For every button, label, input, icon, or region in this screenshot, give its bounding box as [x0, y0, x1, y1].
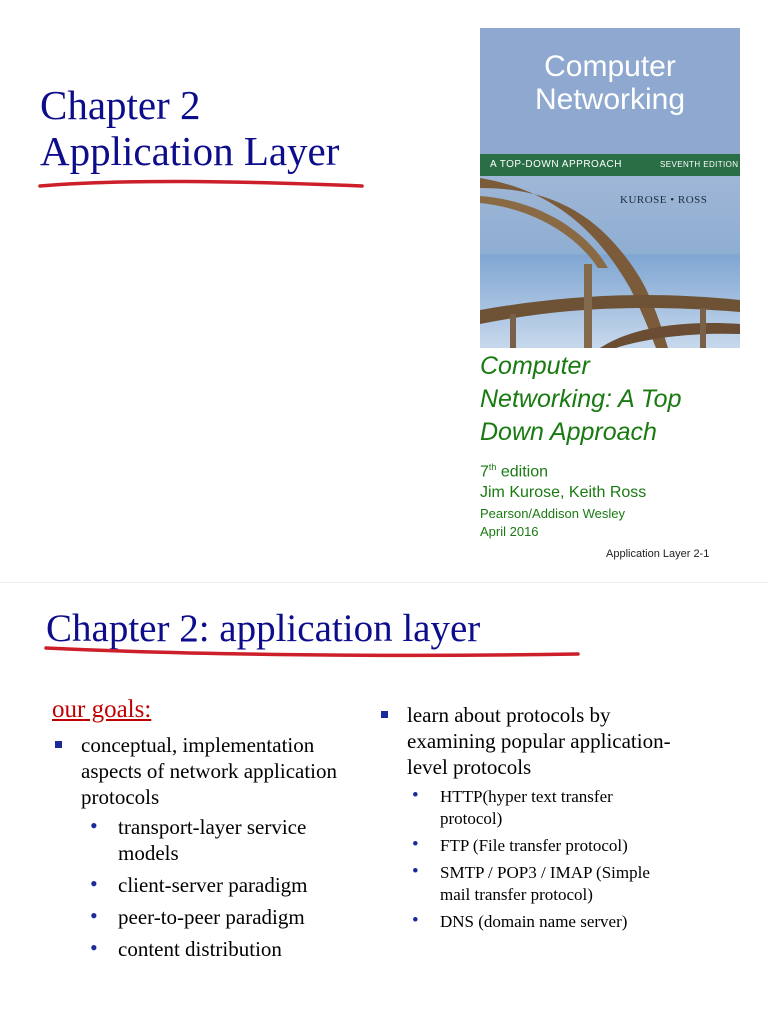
right-sub-item — [412, 911, 678, 933]
slide1-title — [40, 82, 339, 174]
slide2-title: Chapter 2: application layer — [46, 607, 481, 650]
right-sub-item — [412, 862, 678, 906]
book-title-line1: Computer — [480, 352, 590, 380]
left-column — [52, 732, 342, 968]
cover-subtitle: A TOP-DOWN APPROACH — [490, 159, 622, 170]
left-sub-text: client-server paradigm — [118, 873, 308, 897]
goals-heading: our goals: — [52, 696, 152, 723]
slide2-title-underline — [42, 642, 582, 664]
book-title — [480, 350, 750, 449]
right-sub-text: SMTP / POP3 / IMAP (Simple mail transfer protocol) — [440, 863, 650, 904]
left-sub-text: transport-layer service models — [118, 815, 307, 865]
right-bullet-text: learn about protocols by examining popular application-level protocols — [407, 703, 671, 779]
left-sub-item — [90, 904, 342, 930]
slide-number: Application Layer 2-1 — [606, 548, 710, 560]
right-bullet — [378, 702, 678, 780]
left-sub-text: peer-to-peer paradigm — [118, 905, 305, 929]
right-sub-text: DNS (domain name server) — [440, 912, 628, 931]
right-sub-text: FTP (File transfer protocol) — [440, 836, 628, 855]
cover-edition: SEVENTH EDITION — [660, 160, 739, 169]
edition — [480, 462, 548, 481]
left-sub-item — [90, 814, 342, 866]
left-sub-item — [90, 936, 342, 962]
left-bullet — [52, 732, 342, 810]
cover-title-line1: Computer — [544, 50, 676, 83]
edition-word: edition — [496, 463, 549, 481]
right-sub-item — [412, 835, 678, 857]
cover-title-line2: Networking — [534, 83, 686, 116]
right-sub-text: HTTP(hyper text transfer protocol) — [440, 787, 613, 828]
publisher: Pearson/Addison Wesley — [480, 506, 626, 521]
right-column — [378, 702, 678, 938]
slide1-title-line2: Application Layer — [40, 128, 340, 174]
left-sub-text: content distribution — [118, 937, 282, 961]
slide1-title-underline — [36, 174, 366, 194]
edition-suffix: th — [488, 462, 497, 472]
book-title-line3: Down Approach — [480, 418, 657, 446]
book-cover — [480, 28, 740, 348]
slide1-title-line1: Chapter 2 — [40, 82, 201, 128]
cover-authors: KUROSE • ROSS — [620, 194, 708, 206]
right-sub-item — [412, 786, 678, 830]
book-authors: Jim Kurose, Keith Ross — [480, 484, 647, 501]
edition-number: 7 — [480, 463, 489, 481]
slide-divider — [0, 582, 768, 583]
publication-date: April 2016 — [480, 524, 539, 539]
left-sub-item — [90, 872, 342, 898]
cover-band — [480, 154, 740, 176]
book-title-line2: Networking: A Top — [480, 385, 682, 413]
cover-title — [480, 50, 740, 116]
left-bullet-text: conceptual, implementation aspects of network application protocols — [81, 733, 337, 809]
